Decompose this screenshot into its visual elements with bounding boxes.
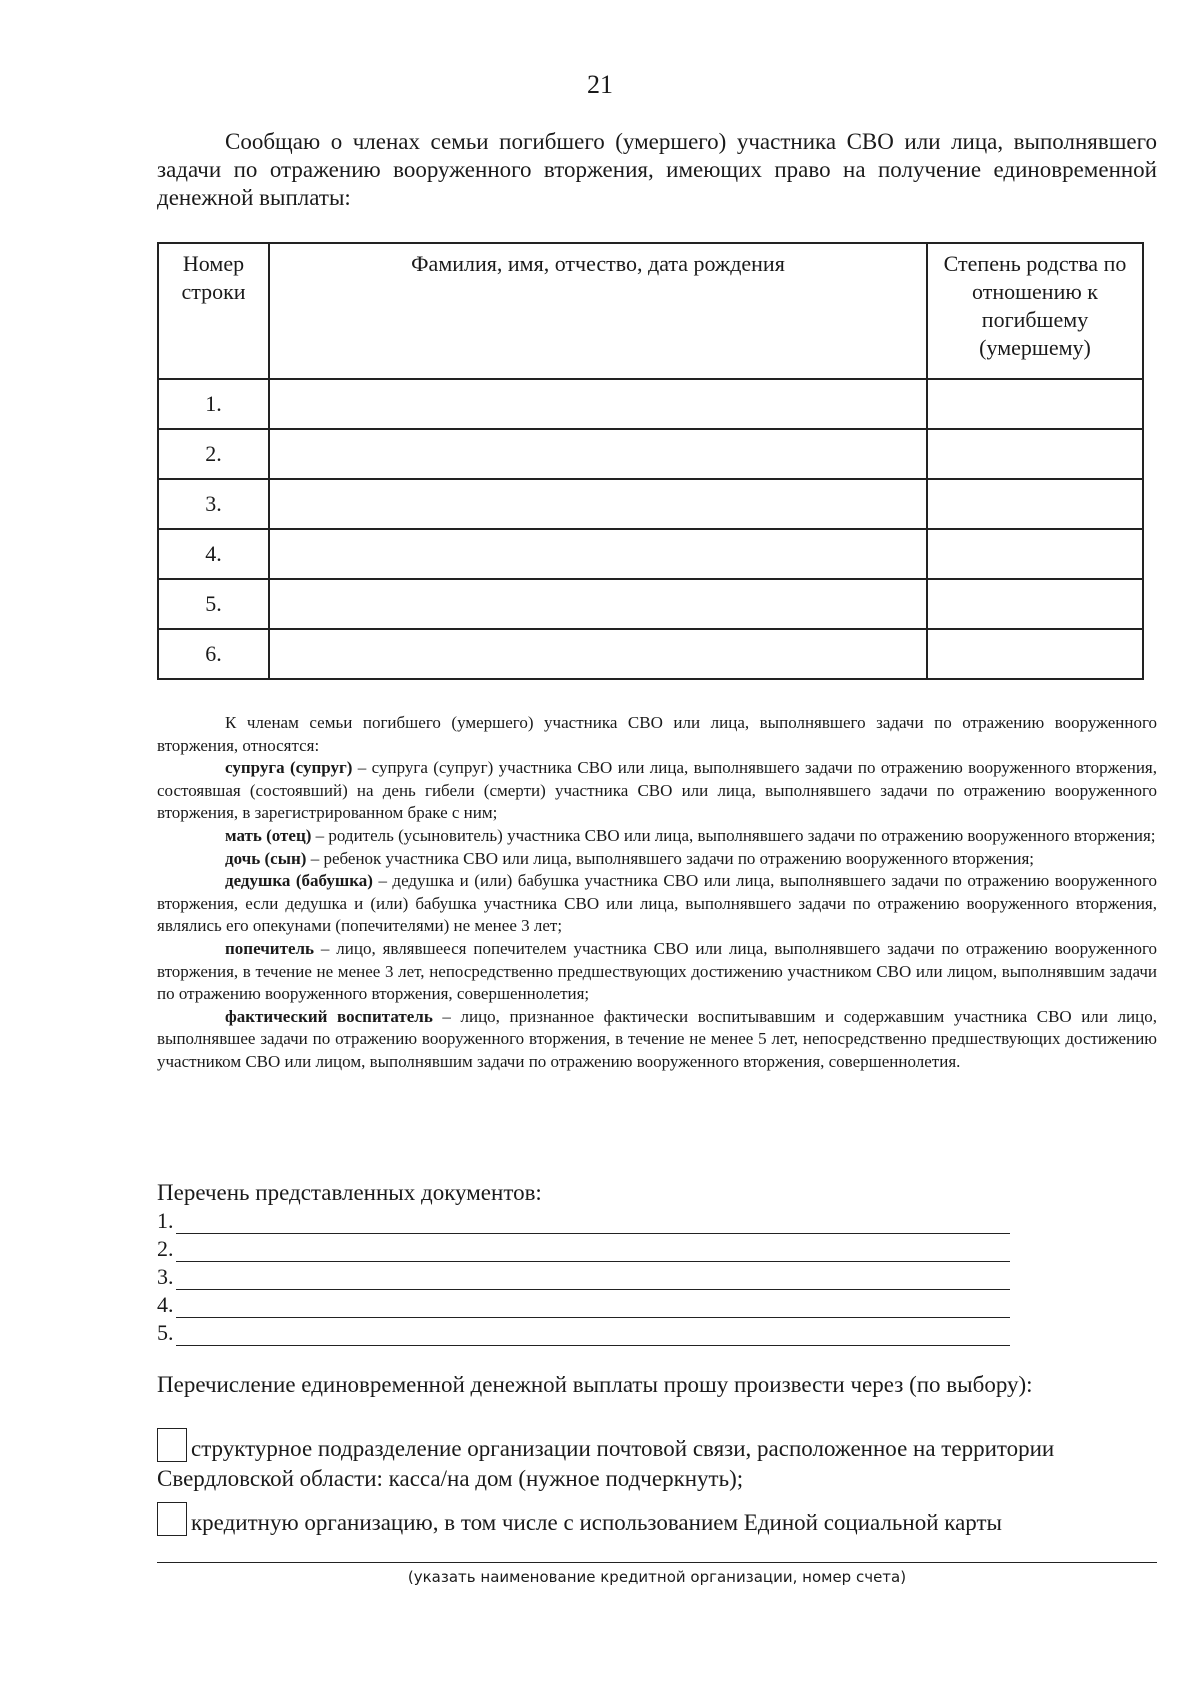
family-definitions [157, 712, 1157, 1074]
definition-item [157, 825, 1157, 848]
document-line [157, 1264, 1010, 1290]
row-number: 3. [158, 479, 269, 529]
document-line [157, 1208, 1010, 1234]
document-line-field[interactable] [176, 1325, 1011, 1346]
relation-cell[interactable] [927, 429, 1143, 479]
name-cell[interactable] [269, 479, 927, 529]
row-number: 6. [158, 629, 269, 679]
definition-term: мать (отец) [225, 825, 312, 845]
family-members-table [157, 242, 1144, 680]
table-row [158, 429, 1143, 479]
row-number: 5. [158, 579, 269, 629]
name-cell[interactable] [269, 579, 927, 629]
page-number: 21 [587, 70, 613, 99]
definition-text: – лицо, являвшееся попечителем участника СВО или лица, выполнявшего задачи по отражению вооруженного вторжения, в течение не менее 3 лет, непосредственно предшествующих достижению участником СВО или лицом, выполнявшим задачи по отражению вооруженного вторжения, совершеннолетия; [157, 938, 1157, 1004]
table-row [158, 629, 1143, 679]
definition-item [157, 1006, 1157, 1074]
definition-text: – лицо, признанное фактически воспитывавшим и содержавшим участника СВО или лицо, выполнявшее задачи по отражению вооруженного вторжения, в течение не менее 5 лет, непосредственно предшествующих достижению участником СВО или лицом, выполнявшим задачи по отражению вооруженного вторжения, совершеннолетия. [157, 1006, 1157, 1071]
definition-item [157, 757, 1157, 825]
document-line-field[interactable] [176, 1269, 1011, 1290]
intro-paragraph: Сообщаю о членах семьи погибшего (умершего) участника СВО или лица, выполнявшего задачи по отражению вооруженного вторжения, имеющих право на получение единовременной денежной выплаты: [157, 129, 1157, 210]
header-full-name: Фамилия, имя, отчество, дата рождения [269, 243, 927, 379]
relation-cell[interactable] [927, 479, 1143, 529]
document-line-field[interactable] [176, 1213, 1011, 1234]
relation-cell[interactable] [927, 629, 1143, 679]
payment-option-post [157, 1428, 1157, 1494]
document-line [157, 1236, 1010, 1262]
relation-cell[interactable] [927, 579, 1143, 629]
document-line-number: 1. [157, 1208, 174, 1233]
bank-details-line[interactable] [157, 1562, 1157, 1563]
definition-item [157, 938, 1157, 1006]
relation-cell[interactable] [927, 379, 1143, 429]
document-line-number: 4. [157, 1292, 174, 1317]
document-line-number: 5. [157, 1320, 174, 1345]
name-cell[interactable] [269, 379, 927, 429]
documents-title: Перечень представленных документов: [157, 1180, 542, 1205]
relation-cell[interactable] [927, 529, 1143, 579]
payment-option-label: кредитную организацию, в том числе с использованием Единой социальной карты [191, 1510, 1003, 1535]
header-row-number: Номер строки [158, 243, 269, 379]
bank-details-caption: (указать наименование кредитной организации, номер счета) [407, 1568, 907, 1586]
definition-term: супруга (супруг) [225, 758, 353, 778]
table-header-row [158, 243, 1143, 379]
definition-item [157, 870, 1157, 938]
name-cell[interactable] [269, 429, 927, 479]
document-line-number: 2. [157, 1236, 174, 1261]
definition-term: попечитель [225, 938, 315, 958]
credit-organization-checkbox[interactable] [157, 1502, 187, 1536]
payment-method-title: Перечисление единовременной денежной выплаты прошу произвести через (по выбору): [157, 1372, 1033, 1397]
table-row [158, 479, 1143, 529]
table-row [158, 529, 1143, 579]
definition-text: – дедушка и (или) бабушка участника СВО или лица, выполнявшего задачи по отражению вооруженного вторжения, если дедушка и (или) бабушка участника СВО или лица, выполнявшего задачи по отражению вооруженного вторжения, являлись его опекунами (попечителями) не менее 3 лет; [157, 871, 1157, 936]
table-row [158, 379, 1143, 429]
document-line-number: 3. [157, 1264, 174, 1289]
definition-term: фактический воспитатель [225, 1006, 433, 1026]
definition-term: дедушка (бабушка) [225, 871, 373, 891]
name-cell[interactable] [269, 629, 927, 679]
definition-text: – ребенок участника СВО или лица, выполнявшего задачи по отражению вооруженного вторжения; [306, 848, 1034, 868]
definition-item [157, 848, 1157, 871]
document-line-field[interactable] [176, 1297, 1011, 1318]
post-office-checkbox[interactable] [157, 1428, 187, 1462]
row-number: 4. [158, 529, 269, 579]
row-number: 1. [158, 379, 269, 429]
header-relationship: Степень родства по отношению к погибшему (умершему) [927, 243, 1143, 379]
document-line [157, 1292, 1010, 1318]
document-line-field[interactable] [176, 1241, 1011, 1262]
definition-term: дочь (сын) [225, 848, 307, 868]
payment-option-label: структурное подразделение организации почтовой связи, расположенное на территории Свердловской области: касса/на дом (нужное подчеркнуть); [157, 1436, 1055, 1491]
definition-text: – супруга (супруг) участника СВО или лица, выполнявшего задачи по отражению вооруженного вторжения, состоявшая (состоявший) на день гибели (смерти) участника СВО или лица, выполнявшего задачи по отражению вооруженного вторжения, в зарегистрированном браке с ним; [157, 758, 1157, 823]
row-number: 2. [158, 429, 269, 479]
document-line [157, 1320, 1010, 1346]
payment-option-bank [157, 1502, 1157, 1538]
name-cell[interactable] [269, 529, 927, 579]
definitions-intro: К членам семьи погибшего (умершего) участника СВО или лица, выполнявшего задачи по отражению вооруженного вторжения, относятся: [157, 713, 1157, 755]
definition-text: – родитель (усыновитель) участника СВО или лица, выполнявшего задачи по отражению вооруженного вторжения; [311, 825, 1156, 845]
table-row [158, 579, 1143, 629]
